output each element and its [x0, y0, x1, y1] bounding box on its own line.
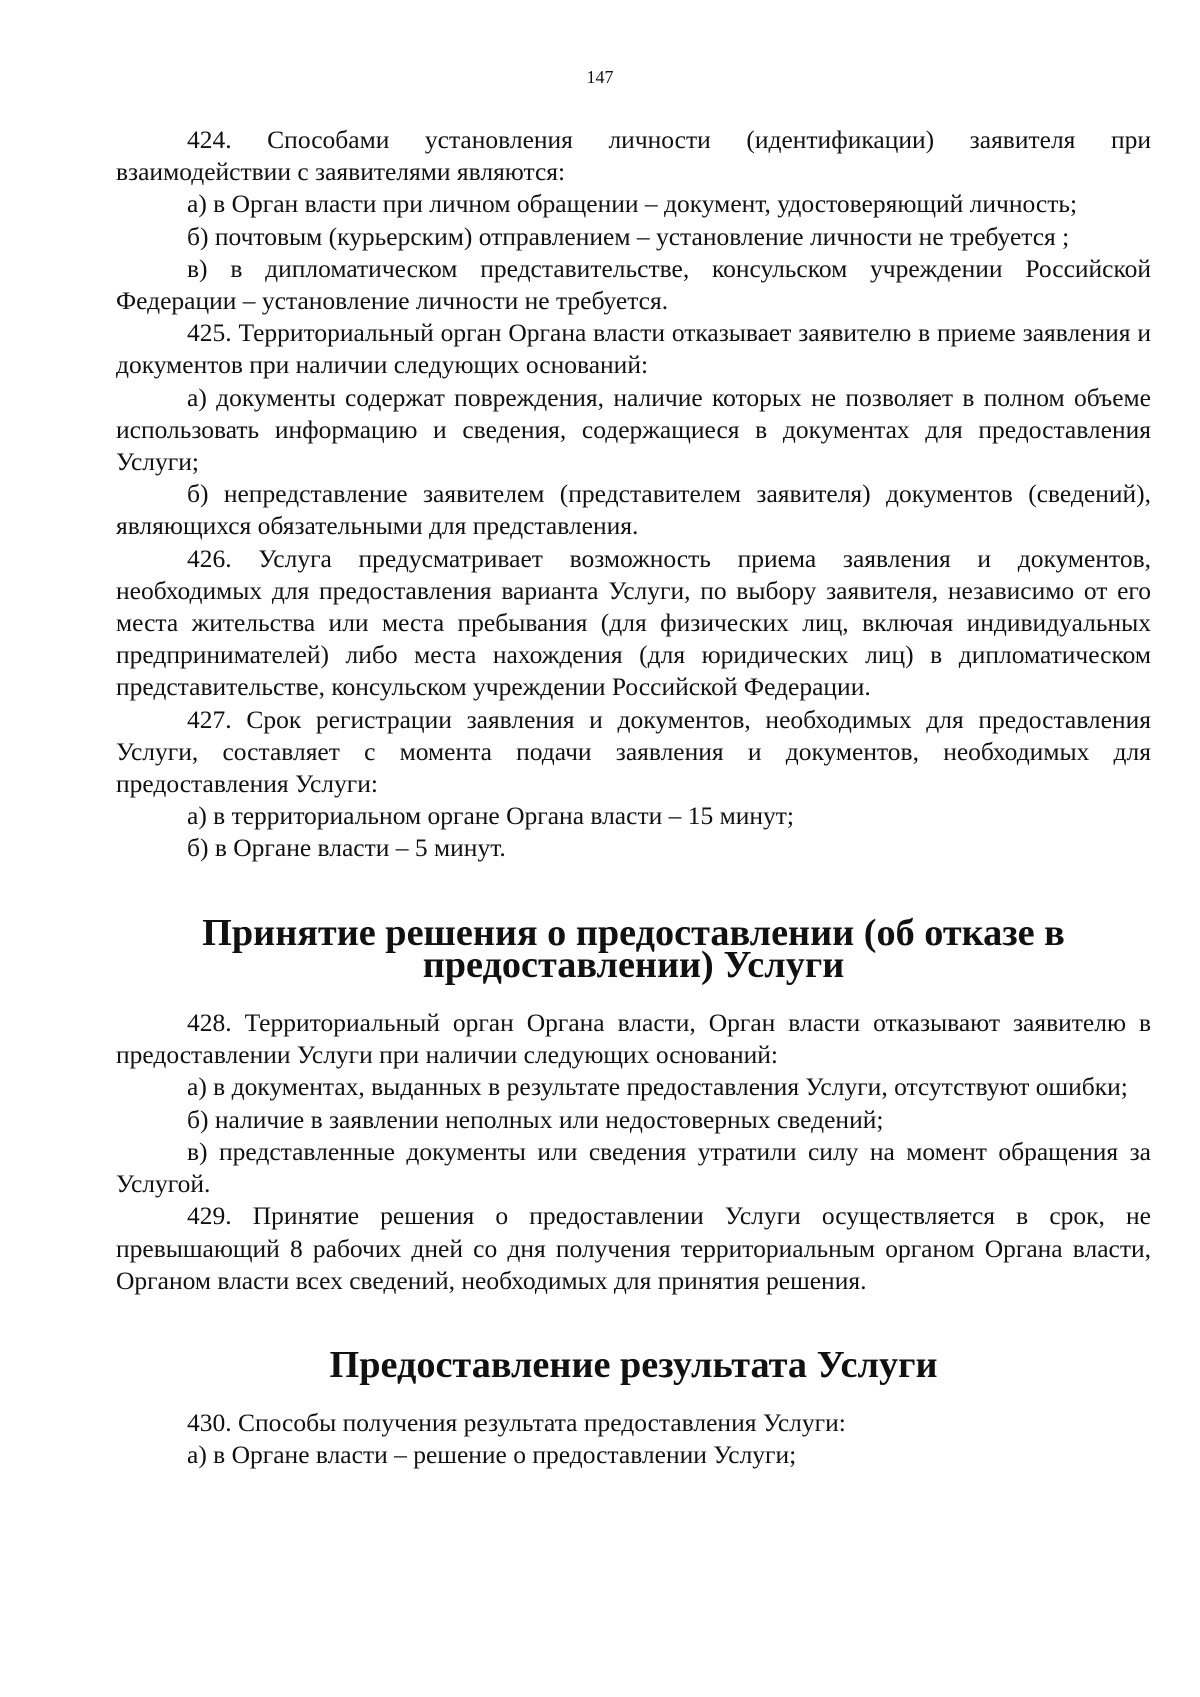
paragraph-428: 428. Территориальный орган Органа власти, Орган власти отказывают заявителю в предоставлении Услуги при наличии следующих оснований: [116, 1008, 1151, 1070]
paragraph-424-b: б) почтовым (курьерским) отправлением – установление личности не требуется ; [187, 221, 1070, 251]
paragraph-428-a: а) в документах, выданных в результате предоставления Услуги, отсутствуют ошибки; [187, 1072, 1128, 1102]
paragraph-429: 429. Принятие решения о предоставлении Услуги осуществляется в срок, не превышающий 8 рабочих дней со дня получения территориальным органом Органа власти, Органом власти всех сведений, необходимых для принятия решения. [116, 1201, 1151, 1295]
section-heading-decision: Принятие решения о предоставлении (об отказе в предоставлении) Услуги [202, 911, 1065, 986]
paragraph-424-a: а) в Орган власти при личном обращении – документ, удостоверяющий личность; [187, 189, 1078, 219]
spacer [116, 1297, 1151, 1349]
paragraph-424-v: в) в дипломатическом представительстве, консульском учреждении Российской Федерации – установление личности не требуется. [116, 253, 1151, 316]
paragraph-425-b: б) непредставление заявителем (представителем заявителя) документов (сведений), являющихся обязательными для представления. [116, 479, 1151, 541]
paragraph-424: 424. Способами установления личности (идентификации) заявителя при взаимодействии с заявителями являются: [116, 125, 1151, 187]
paragraph-428-b: б) наличие в заявлении неполных или недостоверных сведений; [187, 1104, 884, 1134]
section-heading-result: Предоставление результата Услуги [329, 1343, 938, 1386]
document-body [116, 124, 1151, 1472]
paragraph-430-a: а) в Органе власти – решение о предоставлении Услуги; [187, 1440, 797, 1470]
paragraph-425-a: а) документы содержат повреждения, наличие которых не позволяет в полном объеме использовать информацию и сведения, содержащиеся в документах для предоставления Услуги; [116, 382, 1151, 477]
spacer [116, 865, 1151, 917]
paragraph-427: 427. Срок регистрации заявления и документов, необходимых для предоставления Услуги, составляет с момента подачи заявления и документов, необходимых для предоставления Услуги: [116, 704, 1151, 799]
paragraph-427-a: а) в территориальном органе Органа власти – 15 минут; [187, 801, 795, 831]
paragraph-425: 425. Территориальный орган Органа власти отказывает заявителю в приеме заявления и документов при наличии следующих оснований: [116, 318, 1151, 380]
page-number: 147 [586, 67, 614, 87]
paragraph-428-v: в) представленные документы или сведения утратили силу на момент обращения за Услугой. [116, 1136, 1151, 1199]
paragraph-427-b: б) в Органе власти – 5 минут. [187, 833, 506, 863]
paragraph-426: 426. Услуга предусматривает возможность приема заявления и документов, необходимых для предоставления варианта Услуги, по выбору заявителя, независимо от его места жительства или места пребывания (для физических лиц, включая индивидуальных предпринимателей) либо места нахождения (для юридических лиц) в дипломатическом представительстве, консульском учреждении Российской Федерации. [116, 543, 1151, 702]
paragraph-430: 430. Способы получения результата предоставления Услуги: [187, 1408, 846, 1438]
